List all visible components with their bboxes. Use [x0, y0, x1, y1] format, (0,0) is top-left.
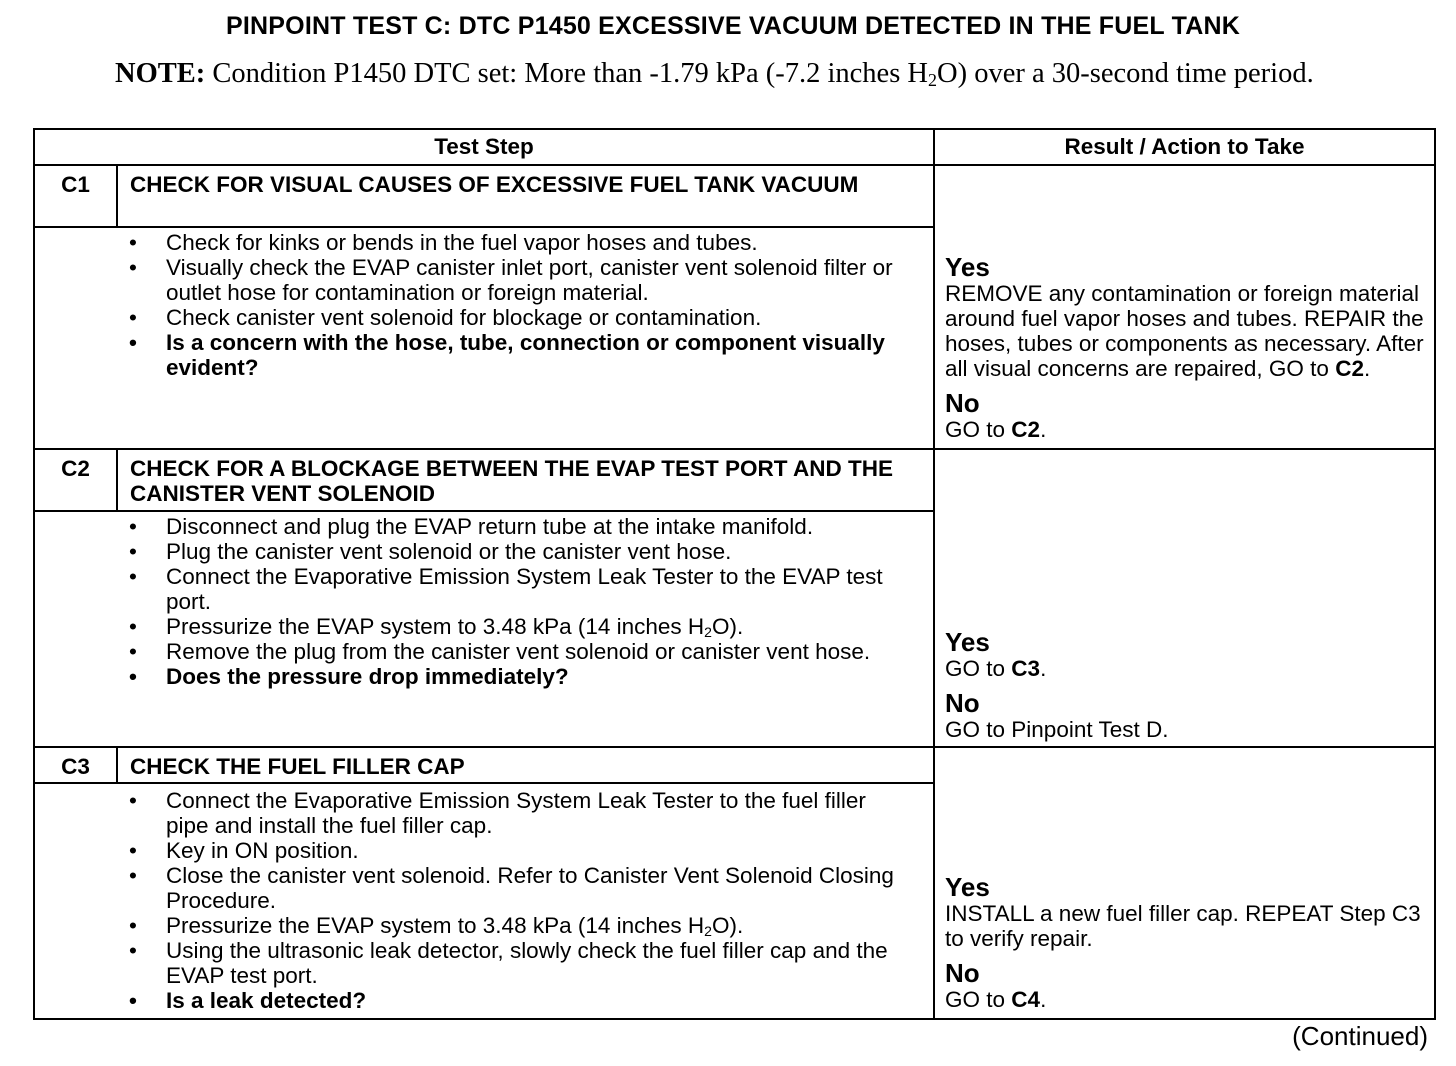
list-item: • Check for kinks or bends in the fuel vapor hoses and tubes. — [117, 230, 913, 255]
result-no-label: No — [945, 958, 980, 988]
result-no-text: GO to C4. — [945, 987, 1047, 1012]
list-item: • Using the ultrasonic leak detector, slowly check the fuel filler cap and the EVAP test port. — [117, 938, 913, 988]
list-item: • Plug the canister vent solenoid or the canister vent hose. — [117, 539, 913, 564]
result-yes-text: REMOVE any contamination or foreign material around fuel vapor hoses and tubes. REPAIR the hoses, tubes or components as necessary. After all visual concerns are repaired, GO to C2. — [945, 281, 1424, 381]
step-title: CHECK FOR A BLOCKAGE BETWEEN THE EVAP TEST PORT AND THE CANISTER VENT SOLENOID — [117, 449, 934, 511]
step-bullets — [117, 514, 913, 689]
list-item: • Disconnect and plug the EVAP return tube at the intake manifold. — [117, 514, 913, 539]
step-number: C2 — [34, 449, 117, 511]
result-yes-label: Yes — [945, 252, 990, 282]
step-number: C1 — [34, 165, 117, 227]
table-header-row — [34, 129, 1435, 165]
list-item: • Connect the Evaporative Emission System Leak Tester to the fuel filler pipe and install the fuel filler cap. — [117, 788, 913, 838]
step-title-row — [34, 747, 1435, 783]
result-yes-label: Yes — [945, 872, 990, 902]
list-item-question: • Is a concern with the hose, tube, connection or component visually evident? — [117, 330, 913, 380]
continued-label: (Continued) — [1292, 1021, 1428, 1051]
note-text-1: Condition P1450 DTC set: More than -1.79 kPa (-7.2 inches H — [205, 58, 928, 89]
list-item: • Visually check the EVAP canister inlet port, canister vent solenoid filter or outlet hose for contamination or foreign material. — [117, 255, 913, 305]
result-no-label: No — [945, 688, 980, 718]
note-label: NOTE: — [115, 58, 206, 89]
header-result: Result / Action to Take — [934, 129, 1435, 165]
result-no-label: No — [945, 388, 980, 418]
list-item: • Pressurize the EVAP system to 3.48 kPa (14 inches $H_2O$). — [117, 913, 913, 938]
header-test-step: Test Step — [34, 129, 934, 165]
list-item: • Remove the plug from the canister vent solenoid or canister vent hose. — [117, 639, 913, 664]
step-bullets — [117, 788, 913, 1013]
step-title-row — [34, 165, 1435, 227]
step-body-spacer — [34, 227, 117, 449]
result-no-text: GO to C2. — [945, 417, 1047, 442]
result-yes-text: GO to C3. — [945, 656, 1047, 681]
page-title: PINPOINT TEST C: DTC P1450 EXCESSIVE VACUUM DETECTED IN THE FUEL TANK — [226, 12, 1240, 40]
step-number: C3 — [34, 747, 117, 783]
list-item: • Close the canister vent solenoid. Refer to Canister Vent Solenoid Closing Procedure. — [117, 863, 913, 913]
result-cell — [934, 165, 1435, 449]
result-yes-label: Yes — [945, 627, 990, 657]
list-item: • Pressurize the EVAP system to 3.48 kPa (14 inches $H_2O$). — [117, 614, 913, 639]
result-yes-text: INSTALL a new fuel filler cap. REPEAT Step C3 to verify repair. — [945, 901, 1421, 951]
step-body-spacer — [34, 783, 117, 1019]
list-item: • Key in ON position. — [117, 838, 913, 863]
step-body-spacer — [34, 511, 117, 747]
step-bullets — [117, 230, 913, 380]
list-item-question: • Does the pressure drop immediately? — [117, 664, 913, 689]
result-no-text: GO to Pinpoint Test D. — [945, 717, 1169, 742]
step-body — [117, 511, 934, 747]
list-item: • Check canister vent solenoid for blockage or contamination. — [117, 305, 913, 330]
list-item: • Connect the Evaporative Emission System Leak Tester to the EVAP test port. — [117, 564, 913, 614]
note-paragraph — [115, 58, 1335, 89]
list-item-question: • Is a leak detected? — [117, 988, 913, 1013]
step-body — [117, 783, 934, 1019]
result-cell — [934, 747, 1435, 1019]
result-cell — [934, 449, 1435, 747]
step-title-row — [34, 449, 1435, 511]
note-text-2: O) over a 30-second time period. — [937, 58, 1314, 89]
pinpoint-test-table — [33, 128, 1436, 1020]
step-title: CHECK FOR VISUAL CAUSES OF EXCESSIVE FUEL TANK VACUUM — [117, 165, 934, 227]
note-subscript: 2 — [928, 70, 937, 90]
step-title: CHECK THE FUEL FILLER CAP — [117, 747, 934, 783]
step-body — [117, 227, 934, 449]
